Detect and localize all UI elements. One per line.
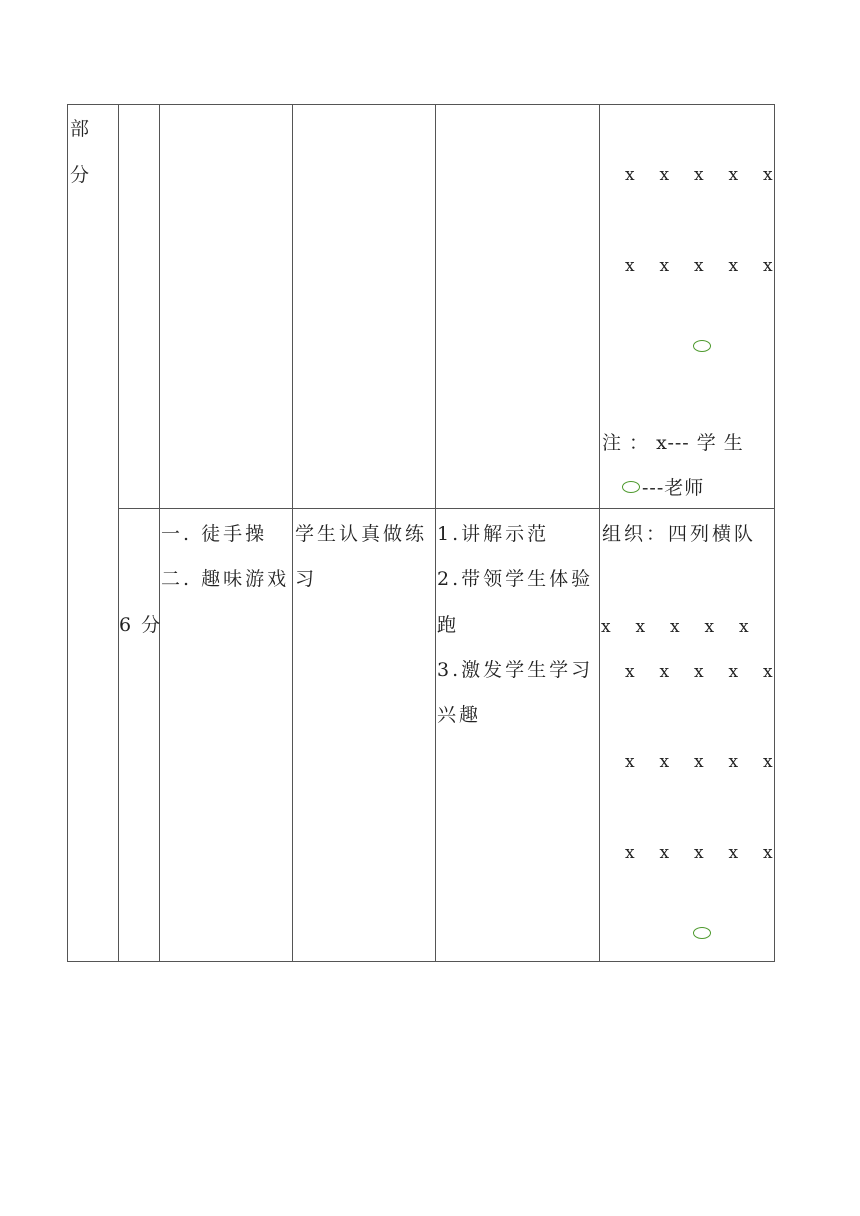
student-mark: x [659, 752, 670, 772]
student-mark: x [625, 256, 635, 276]
student-mark: x [728, 256, 739, 276]
student-mark: x [625, 165, 635, 185]
student-mark: x [694, 752, 704, 772]
student-mark: x [635, 617, 646, 637]
student-mark: x [659, 165, 670, 185]
formation-row [625, 256, 773, 276]
student-mark: x [728, 165, 739, 185]
col-border-1 [118, 104, 119, 962]
part-label-char: 部 [70, 118, 94, 140]
legend-teacher-label: ---老师 [642, 477, 705, 499]
student-mark: x [694, 256, 704, 276]
organization-title: 组织：四列横队 [602, 523, 757, 545]
table-top-border [67, 104, 775, 105]
teacher-marker-icon [693, 927, 711, 939]
student-mark: x [728, 662, 739, 682]
formation-row [625, 752, 773, 772]
teacher-marker-icon [622, 481, 640, 493]
student-mark: x [625, 843, 635, 863]
student-mark: x [694, 662, 704, 682]
formation-row [625, 843, 773, 863]
student-mark: x [763, 256, 773, 276]
teacher-guidance-line: 3.激发学生学习 [437, 659, 594, 681]
student-mark: x [728, 752, 739, 772]
student-mark: x [763, 662, 773, 682]
col-border-0 [67, 104, 68, 962]
part-label-char: 分 [70, 164, 94, 186]
legend-teacher [622, 465, 704, 511]
col-border-6 [774, 104, 775, 962]
teacher-guidance-line: 2.带领学生体验 [437, 568, 594, 590]
student-mark: x [694, 165, 704, 185]
student-mark: x [694, 843, 704, 863]
content-item: 一. 徒手操 [161, 523, 268, 545]
col-border-2 [159, 104, 160, 962]
student-mark: x [739, 617, 749, 637]
teacher-guidance-line: 兴趣 [437, 704, 482, 726]
formation-row [625, 165, 773, 185]
student-mark: x [625, 752, 635, 772]
teacher-guidance-line: 跑 [437, 614, 460, 636]
teacher-marker-icon [693, 340, 711, 352]
student-mark: x [625, 662, 635, 682]
teacher-guidance-line: 1.讲解示范 [437, 523, 550, 545]
content-item: 二. 趣味游戏 [161, 568, 290, 590]
student-mark: x [763, 752, 773, 772]
student-mark: x [704, 617, 715, 637]
student-mark: x [659, 843, 670, 863]
formation-row [625, 662, 773, 682]
legend-student: 注 ： x--- 学 生 [602, 432, 744, 454]
formation-row [601, 617, 749, 637]
student-mark: x [670, 617, 680, 637]
student-mark: x [763, 165, 773, 185]
student-activity-line: 习 [295, 568, 318, 590]
col-border-3 [292, 104, 293, 962]
col-border-4 [435, 104, 436, 962]
student-activity-line: 学生认真做练 [295, 523, 428, 545]
col-border-5 [599, 104, 600, 962]
time-cell: 6 分 [119, 614, 163, 636]
student-mark: x [659, 662, 670, 682]
student-mark: x [728, 843, 739, 863]
student-mark: x [763, 843, 773, 863]
table-bottom-border [67, 961, 775, 962]
student-mark: x [659, 256, 670, 276]
student-mark: x [601, 617, 611, 637]
